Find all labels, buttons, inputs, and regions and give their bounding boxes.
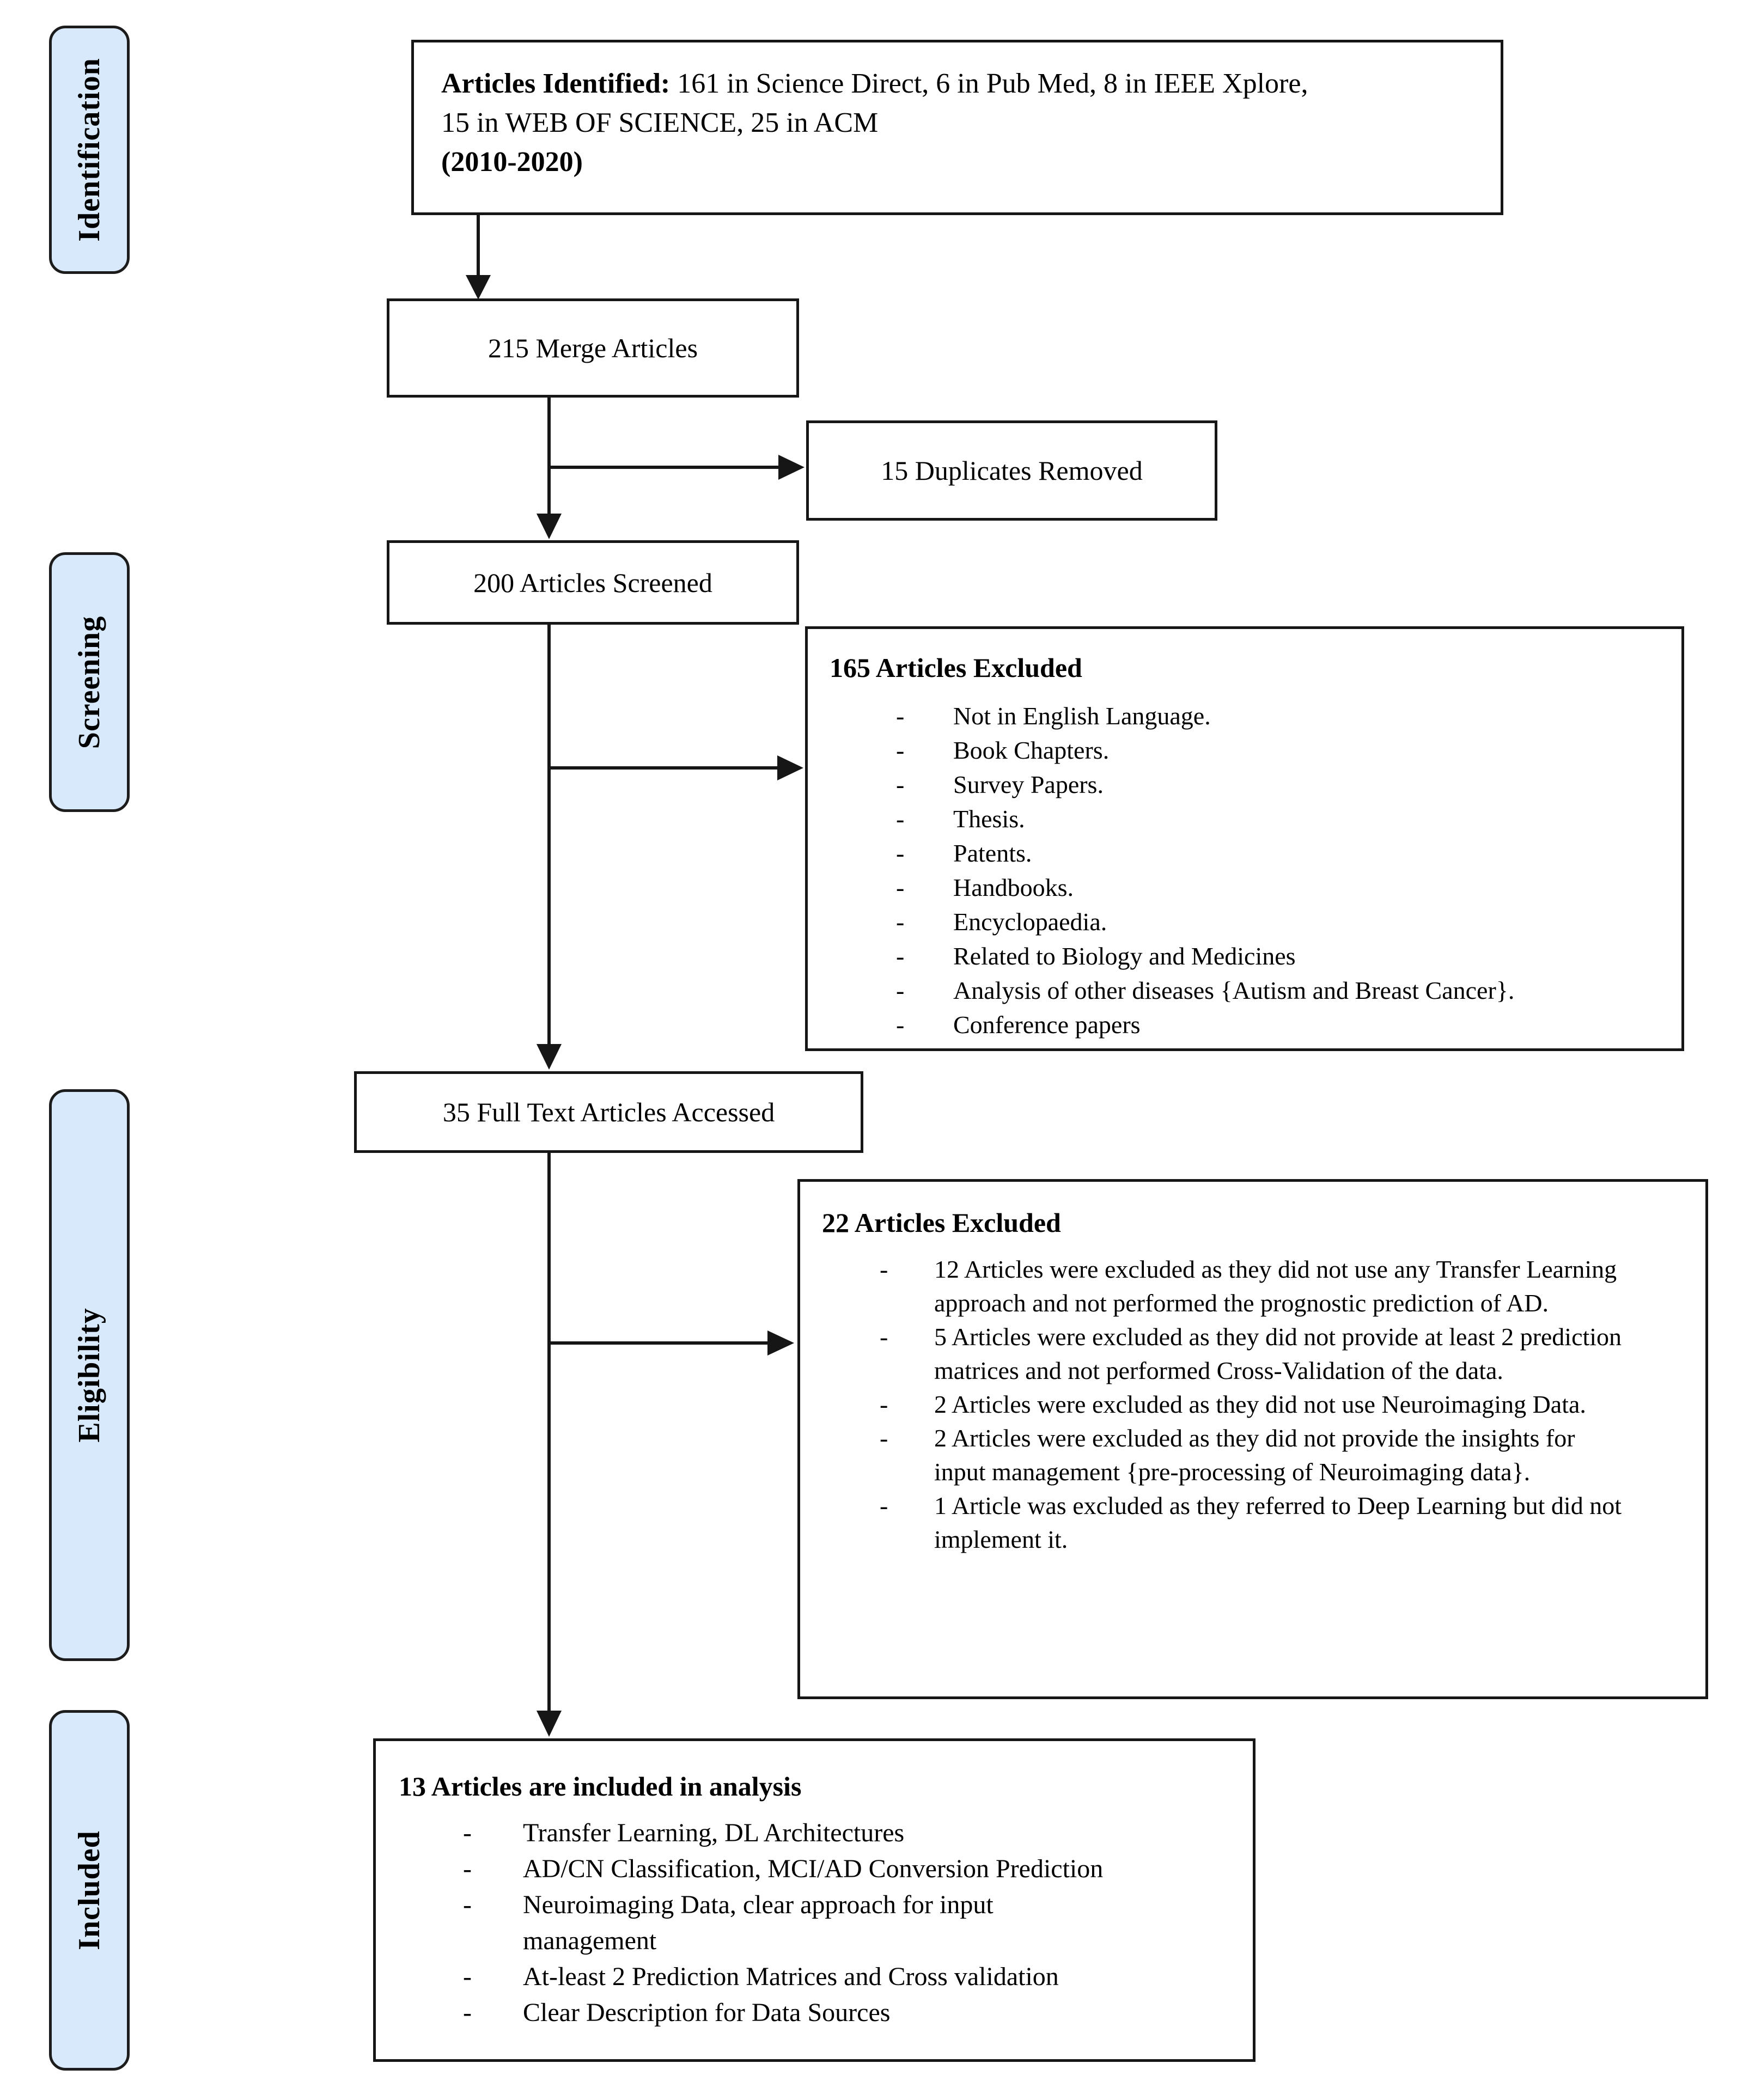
stage-included: [49, 1710, 130, 2071]
arrow-fulltext-to-excluded22: [549, 1330, 794, 1356]
bullet-dash: -: [896, 702, 905, 730]
list-item-text: 1 Article was excluded as they referred to Deep Learning but did not implement it.: [934, 1492, 1622, 1553]
bullet-dash: -: [896, 942, 905, 970]
bullet-dash: -: [463, 1962, 472, 1991]
list-item-text: 2 Articles were excluded as they did not provide the insights for input management {pre-processing of Neuroimaging data}.: [934, 1424, 1575, 1486]
list-item: [463, 1815, 1231, 1851]
bullet-dash: -: [896, 1011, 905, 1039]
list-item: [463, 1851, 1231, 1887]
list-item: [896, 802, 1660, 836]
bullet-dash: -: [880, 1255, 888, 1283]
bullet-dash: -: [896, 874, 905, 901]
list-item: [896, 733, 1660, 767]
duplicates-removed-label: 15 Duplicates Removed: [881, 455, 1143, 486]
identified-heading: Articles Identified:: [441, 68, 671, 99]
stage-screening: [49, 552, 130, 812]
bullet-dash: -: [463, 1818, 472, 1847]
stage-eligibility: [49, 1089, 130, 1661]
stage-identification: [49, 26, 130, 274]
full-text-accessed-label: 35 Full Text Articles Accessed: [442, 1097, 775, 1127]
list-item-text: Conference papers: [953, 1011, 1141, 1039]
list-item: [880, 1253, 1683, 1320]
list-item: [896, 1008, 1660, 1042]
box-excluded-screening: [805, 626, 1684, 1051]
list-item: [896, 905, 1660, 939]
identified-sources: 161 in Science Direct, 6 in Pub Med, 8 in IEEE Xplore,: [670, 68, 1308, 99]
list-item-text: Survey Papers.: [953, 771, 1104, 798]
list-item-text: Book Chapters.: [953, 736, 1110, 764]
bullet-dash: -: [880, 1323, 888, 1351]
excluded-eligibility-list: [880, 1253, 1683, 1556]
box-duplicates-removed: [806, 420, 1217, 521]
arrow-fulltext-to-included: [537, 1153, 562, 1737]
bullet-dash: -: [463, 1890, 472, 1919]
list-item: [896, 939, 1660, 973]
bullet-dash: -: [896, 771, 905, 798]
list-item: [896, 836, 1660, 870]
list-item-text: Analysis of other diseases {Autism and Breast Cancer}.: [953, 976, 1515, 1004]
box-full-text-accessed: [354, 1071, 863, 1153]
list-item: [880, 1489, 1683, 1556]
arrow-screened-to-fulltext: [537, 625, 562, 1070]
list-item: [896, 699, 1660, 733]
box-articles-screened: [387, 540, 799, 625]
list-item-text: AD/CN Classification, MCI/AD Conversion Prediction: [523, 1854, 1104, 1883]
box-articles-identified: [411, 40, 1503, 215]
box-excluded-eligibility: [797, 1179, 1708, 1699]
box-merge-articles: [387, 298, 799, 398]
included-analysis-heading: 13 Articles are included in analysis: [399, 1771, 802, 1802]
list-item: [896, 870, 1660, 905]
list-item-text: Neuroimaging Data, clear approach for input management: [523, 1890, 994, 1955]
stage-identification-label: Identification: [72, 58, 106, 242]
bullet-dash: -: [463, 1854, 472, 1883]
excluded-eligibility-heading: 22 Articles Excluded: [822, 1207, 1061, 1238]
arrow-merged-to-duplicates: [549, 455, 805, 480]
list-item-text: Handbooks.: [953, 874, 1074, 901]
bullet-dash: -: [896, 976, 905, 1004]
stage-included-label: Included: [72, 1830, 107, 1950]
stage-eligibility-label: Eligibility: [72, 1308, 106, 1443]
list-item: [463, 1959, 1231, 1995]
merge-articles-label: 215 Merge Articles: [487, 333, 698, 363]
list-item-text: At-least 2 Prediction Matrices and Cross validation: [523, 1962, 1059, 1991]
list-item: [896, 767, 1660, 802]
excluded-screening-list: [896, 699, 1660, 1042]
arrow-identified-to-merged: [466, 215, 491, 300]
list-item: [463, 1995, 1231, 2031]
arrow-merged-to-screened: [537, 398, 562, 539]
bullet-dash: -: [463, 1998, 472, 2027]
bullet-dash: -: [896, 839, 905, 867]
list-item-text: 2 Articles were excluded as they did not use Neuroimaging Data.: [934, 1390, 1586, 1418]
identified-years: (2010-2020): [441, 146, 583, 178]
list-item-text: 5 Articles were excluded as they did not provide at least 2 prediction matrices and not performed Cross-Validation of the data.: [934, 1323, 1622, 1384]
list-item-text: Patents.: [953, 839, 1032, 867]
excluded-screening-heading: 165 Articles Excluded: [830, 652, 1082, 683]
list-item: [896, 973, 1660, 1008]
list-item-text: Related to Biology and Medicines: [953, 942, 1296, 970]
list-item: [880, 1320, 1683, 1388]
arrow-screened-to-excluded165: [549, 755, 803, 780]
list-item: [880, 1421, 1683, 1489]
identified-line-1: [441, 64, 1473, 103]
list-item-text: Encyclopaedia.: [953, 908, 1107, 936]
list-item-text: Transfer Learning, DL Architectures: [523, 1818, 905, 1847]
identified-line-2: 15 in WEB OF SCIENCE, 25 in ACM: [441, 107, 879, 138]
included-analysis-list: [463, 1815, 1231, 2031]
list-item: [463, 1887, 1231, 1959]
bullet-dash: -: [896, 805, 905, 833]
stage-screening-label: Screening: [72, 615, 106, 749]
articles-screened-label: 200 Articles Screened: [473, 567, 712, 598]
list-item-text: Thesis.: [953, 805, 1025, 833]
bullet-dash: -: [896, 908, 905, 936]
bullet-dash: -: [880, 1424, 888, 1452]
list-item-text: 12 Articles were excluded as they did not use any Transfer Learning approach and not performed the prognostic prediction of AD.: [934, 1255, 1617, 1317]
list-item-text: Clear Description for Data Sources: [523, 1998, 891, 2027]
list-item-text: Not in English Language.: [953, 702, 1211, 730]
box-included-analysis: [373, 1738, 1256, 2062]
bullet-dash: -: [880, 1492, 888, 1519]
bullet-dash: -: [880, 1390, 888, 1418]
bullet-dash: -: [896, 736, 905, 764]
list-item: [880, 1388, 1683, 1421]
